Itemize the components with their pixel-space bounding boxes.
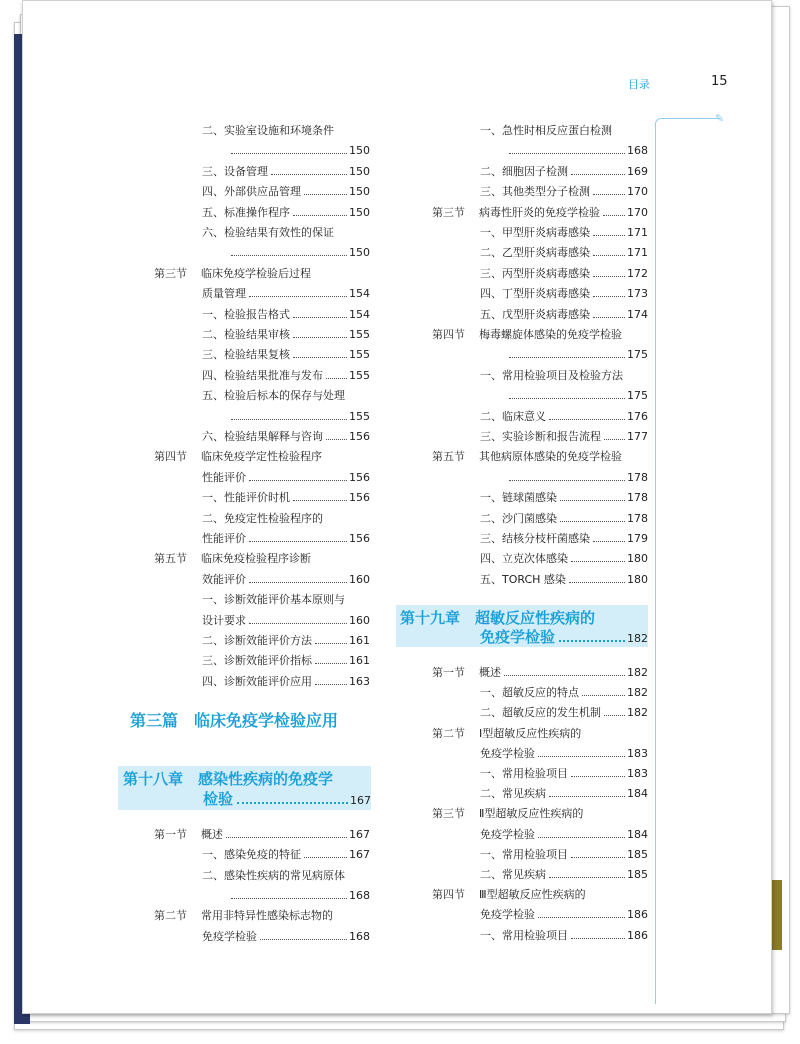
entry-page-number: 177 [627,430,648,443]
toc-entry[interactable] [202,614,370,628]
entry-page-number: 178 [627,511,648,525]
entry-page-number: 186 [627,908,648,922]
toc-entry[interactable] [202,308,370,322]
entry-title: 常用非特异性感染标志物的 [201,909,333,923]
entry-title: 免疫学检验 [480,908,535,922]
toc-entry[interactable] [202,654,370,668]
toc-entry[interactable] [480,246,648,260]
entry-title: 一、性能评价时机 [202,491,290,505]
entry-page-number: 160 [349,572,370,586]
chapter-19-title-line2: 免疫学检验 [480,628,556,646]
entry-page-number: 163 [349,674,370,688]
entry-title: 临床免疫检验程序诊断 [201,552,311,566]
entry-title: 一、常用检验项目 [480,928,568,942]
entry-title: 四、外部供应品管理 [202,185,301,199]
toc-entry[interactable] [202,430,370,444]
dot-leader [593,541,625,542]
toc-entry[interactable] [432,807,583,821]
entry-page-number: 155 [349,368,370,382]
entry-title: 一、超敏反应的特点 [480,686,579,700]
toc-entry[interactable] [432,666,648,680]
toc-entry[interactable] [202,869,345,883]
entry-title: 三、诊断效能评价指标 [202,654,312,668]
entry-page-number: 171 [627,226,648,239]
toc-entry[interactable] [480,747,648,761]
entry-page-number: 173 [627,287,648,301]
entry-page-number: 168 [349,888,370,902]
chapter-19-title-line1: 第十九章 超敏反应性疾病的 [400,609,596,627]
section-number: 第四节 [432,328,465,341]
entry-page-number: 156 [349,491,370,505]
entry-page-number: 156 [349,430,370,443]
toc-entry[interactable] [506,471,648,485]
dot-leader [593,235,625,236]
dot-leader [538,837,625,838]
entry-page-number: 160 [349,613,370,627]
dot-leader [549,419,625,420]
entry-title: 三、丙型肝炎病毒感染 [480,266,590,280]
toc-entry[interactable] [202,512,323,526]
toc-entry[interactable] [228,144,370,158]
toc-entry[interactable] [480,491,648,505]
dot-leader [593,276,625,277]
entry-page-number: 155 [349,348,370,362]
toc-entry[interactable] [506,348,648,362]
dot-leader [315,643,347,644]
section-number: 第二节 [432,726,465,740]
entry-title: 一、甲型肝炎病毒感染 [480,226,590,239]
toc-entry[interactable] [480,552,648,566]
entry-title: 四、丁型肝炎病毒感染 [480,287,590,301]
entry-page-number: 161 [349,634,370,647]
dot-leader [593,255,625,256]
entry-page-number: 182 [627,686,648,700]
toc-entry[interactable] [480,226,648,240]
dot-leader [231,419,347,420]
toc-entry[interactable] [480,512,648,526]
entry-page-number: 178 [627,491,648,505]
toc-entry[interactable] [480,767,648,781]
dot-leader [249,296,347,297]
entry-page-number: 154 [349,307,370,321]
entry-title: 设计要求 [202,613,246,627]
toc-entry[interactable] [202,124,334,138]
toc-entry[interactable] [202,348,370,362]
entry-title: 五、戊型肝炎病毒感染 [480,307,590,321]
entry-title: 二、免疫定性检验程序的 [202,511,323,525]
entry-title: 一、链球菌感染 [480,491,557,505]
toc-entry[interactable] [480,868,648,882]
section-number: 第四节 [154,450,187,464]
dot-leader [571,857,625,858]
section-number: 第五节 [432,450,465,464]
entry-page-number: 169 [627,164,648,178]
dot-leader [249,582,347,583]
chapter-18-title-line1: 第十八章 感染性疾病的免疫学 [123,770,334,788]
entry-title: 五、标准操作程序 [202,205,290,219]
dot-leader [509,398,625,399]
entry-title: 四、检验结果批准与发布 [202,368,323,382]
dot-leader [571,938,625,939]
toc-entry[interactable] [202,165,370,179]
section-number: 第二节 [154,909,187,923]
toc-entry[interactable] [202,675,370,689]
toc-entry[interactable] [480,165,648,179]
chapter-18-heading[interactable] [118,766,371,810]
chapter-19-page: 182 [627,632,648,645]
toc-entry[interactable] [202,287,370,301]
entry-title: 一、常用检验项目 [480,767,568,780]
entry-page-number: 170 [627,205,648,219]
entry-page-number: 150 [349,144,370,158]
entry-page-number: 183 [627,767,648,780]
toc-entry[interactable] [154,450,322,464]
entry-page-number: 170 [627,185,648,199]
toc-entry[interactable] [202,593,345,607]
toc-entry[interactable] [480,787,648,801]
entry-page-number: 167 [349,848,370,862]
dot-leader [326,439,347,440]
toc-entry[interactable] [432,450,622,464]
entry-title: 二、检验结果审核 [202,328,290,341]
section-number: 第一节 [432,666,465,679]
dot-leader [271,174,347,175]
toc-entry[interactable] [480,706,648,720]
entry-title: Ⅰ型超敏反应性疾病的 [479,726,582,740]
toc-entry[interactable] [432,727,581,741]
dot-leader [293,337,347,338]
toc-entry[interactable] [202,573,370,587]
entry-title: 六、检验结果有效性的保证 [202,226,334,239]
dot-leader [593,296,625,297]
entry-page-number: 168 [627,144,648,158]
dot-leader [304,857,347,858]
entry-title: 梅毒螺旋体感染的免疫学检验 [479,328,622,341]
entry-title: 概述 [201,828,223,841]
toc-entry[interactable] [506,389,648,403]
dot-leader [549,877,625,878]
toc-entry[interactable] [480,908,648,922]
dot-leader [293,357,347,358]
dot-leader [560,521,625,522]
dot-leader [304,194,347,195]
entry-page-number: 150 [349,185,370,199]
section-number: 第三节 [432,807,465,821]
toc-entry[interactable] [480,430,648,444]
part-title: 第三篇 临床免疫学检验应用 [130,711,339,730]
dot-leader [249,623,347,624]
toc-entry[interactable] [432,888,586,902]
dot-leader [604,439,625,440]
dot-leader [569,582,625,583]
toc-entry[interactable] [202,634,370,648]
entry-page-number: 178 [627,470,648,484]
entry-title: 质量管理 [202,287,246,301]
entry-page-number: 155 [349,328,370,341]
entry-title: 免疫学检验 [480,827,535,841]
entry-page-number: 182 [627,706,648,720]
toc-entry[interactable] [228,889,370,903]
entry-page-number: 182 [627,666,648,679]
dot-leader [293,215,347,216]
toc-entry[interactable] [202,369,370,383]
dot-leader [549,796,625,797]
page-number: 15 [711,74,728,89]
dot-leader [560,500,625,501]
entry-title: 免疫学检验 [202,929,257,943]
toc-entry[interactable] [480,185,648,199]
toc-entry[interactable] [154,828,370,842]
entry-title: 一、常用检验项目及检验方法 [480,368,623,382]
toc-entry[interactable] [154,552,311,566]
entry-title: 二、临床意义 [480,409,546,423]
entry-title: 二、实验室设施和环境条件 [202,124,334,137]
toc-entry[interactable] [432,328,622,342]
entry-page-number: 172 [627,266,648,280]
toc-entry[interactable] [202,848,370,862]
entry-title: 临床免疫学定性检验程序 [201,450,322,464]
chapter-18-title-line2: 检验 [203,790,234,808]
toc-entry[interactable] [480,124,612,138]
entry-title: 三、检验结果复核 [202,348,290,362]
dot-leader [315,684,347,685]
toc-entry[interactable] [480,848,648,862]
entry-title: 一、急性时相反应蛋白检测 [480,124,612,137]
toc-entry[interactable] [202,389,345,403]
chapter-18-page: 167 [350,794,371,807]
section-number: 第三节 [432,205,465,219]
section-number: 第五节 [154,552,187,566]
dot-leader [293,500,347,501]
dot-leader [538,756,625,757]
entry-title: 五、TORCH 感染 [480,572,566,586]
entry-title: 性能评价 [202,532,246,545]
entry-title: 二、超敏反应的发生机制 [480,706,601,720]
toc-entry[interactable] [480,532,648,546]
entry-title: 一、感染免疫的特征 [202,848,301,862]
entry-page-number: 150 [349,246,370,260]
entry-page-number: 155 [349,409,370,423]
toc-entry[interactable] [154,909,333,923]
toc-entry[interactable] [506,144,648,158]
dot-leader [509,480,625,481]
toc-entry[interactable] [202,471,370,485]
dot-leader [571,174,625,175]
entry-page-number: 185 [627,847,648,861]
entry-title: 四、立克次体感染 [480,552,568,566]
entry-page-number: 171 [627,246,648,260]
entry-title: 一、常用检验项目 [480,847,568,861]
toc-entry[interactable] [432,206,648,220]
entry-title: 一、检验报告格式 [202,307,290,321]
entry-page-number: 176 [627,409,648,423]
toc-entry[interactable] [480,828,648,842]
entry-title: 二、诊断效能评价方法 [202,634,312,647]
toc-entry[interactable] [480,410,648,424]
entry-page-number: 150 [349,164,370,178]
entry-page-number: 168 [349,929,370,943]
entry-title: 三、设备管理 [202,164,268,178]
section-number: 第一节 [154,828,187,841]
entry-page-number: 185 [627,868,648,881]
entry-page-number: 174 [627,307,648,321]
entry-page-number: 179 [627,532,648,545]
entry-page-number: 180 [627,552,648,566]
entry-page-number: 167 [349,828,370,841]
entry-page-number: 184 [627,827,648,841]
dot-leader [315,663,347,664]
toc-entry[interactable] [202,328,370,342]
entry-title: 其他病原体感染的免疫学检验 [479,450,622,464]
entry-title: 一、诊断效能评价基本原则与 [202,593,345,607]
dot-leader [509,357,625,358]
entry-title: 概述 [479,666,501,679]
dot-leader [249,541,347,542]
entry-title: 四、诊断效能评价应用 [202,674,312,688]
dot-leader [226,837,347,838]
toc-entry[interactable] [480,573,648,587]
dot-leader [604,715,625,716]
toc-entry[interactable] [154,267,311,281]
toc-entry[interactable] [202,185,370,199]
entry-title: 三、实验诊断和报告流程 [480,430,601,443]
entry-title: 临床免疫学检验后过程 [201,266,311,280]
running-header: 目录 [628,78,650,91]
dot-leader [504,675,625,676]
entry-title: 性能评价 [202,470,246,484]
dot-leader [231,898,347,899]
entry-title: 二、常见疾病 [480,868,546,881]
toc-entry[interactable] [202,226,334,240]
entry-title: 二、常见疾病 [480,787,546,801]
dot-leader [326,378,347,379]
toc-entry[interactable] [480,929,648,943]
entry-page-number: 154 [349,287,370,301]
entry-title: 五、检验后标本的保存与处理 [202,389,345,403]
toc-entry[interactable] [202,491,370,505]
dot-leader [571,776,625,777]
dot-leader [293,317,347,318]
dot-leader [593,317,625,318]
entry-title: Ⅲ型超敏反应性疾病的 [479,888,586,902]
entry-page-number: 161 [349,654,370,668]
entry-title: Ⅱ型超敏反应性疾病的 [479,807,584,821]
entry-page-number: 186 [627,928,648,942]
dot-leader [249,480,347,481]
entry-title: 效能评价 [202,572,246,586]
dot-leader [603,215,625,216]
toc-entry[interactable] [202,930,370,944]
entry-page-number: 183 [627,746,648,760]
section-number: 第三节 [154,266,187,280]
toc-entry[interactable] [228,246,370,260]
entry-title: 病毒性肝炎的免疫学检验 [479,205,600,219]
toc-entry[interactable] [480,267,648,281]
entry-title: 三、其他类型分子检测 [480,185,590,199]
chapter-19-heading[interactable] [396,605,648,647]
entry-page-number: 180 [627,572,648,586]
toc-entry[interactable] [480,686,648,700]
entry-page-number: 156 [349,532,370,545]
dot-leader [593,194,625,195]
dot-leader [538,917,625,918]
entry-page-number: 150 [349,205,370,219]
toc-entry[interactable] [480,287,648,301]
toc-entry[interactable] [202,532,370,546]
section-number: 第四节 [432,888,465,902]
toc-entry[interactable] [480,308,648,322]
entry-page-number: 175 [627,348,648,362]
entry-title: 二、细胞因子检测 [480,164,568,178]
toc-entry[interactable] [480,369,623,383]
entry-title: 二、乙型肝炎病毒感染 [480,246,590,260]
entry-page-number: 156 [349,470,370,484]
toc-entry[interactable] [228,410,370,424]
margin-decoration [655,112,727,1008]
entry-title: 三、结核分枝杆菌感染 [480,532,590,545]
pen-icon: ✎ [715,112,725,125]
dot-leader [231,255,347,256]
entry-title: 六、检验结果解释与咨询 [202,430,323,443]
dot-leader [509,153,625,154]
entry-title: 免疫学检验 [480,746,535,760]
entry-title: 二、感染性疾病的常见病原体 [202,868,345,882]
entry-page-number: 184 [627,787,648,801]
dot-leader [231,153,347,154]
toc-entry[interactable] [202,206,370,220]
entry-title: 二、沙门菌感染 [480,511,557,525]
dot-leader [260,939,347,940]
entry-page-number: 175 [627,389,648,403]
dot-leader [582,695,625,696]
dot-leader [571,561,625,562]
